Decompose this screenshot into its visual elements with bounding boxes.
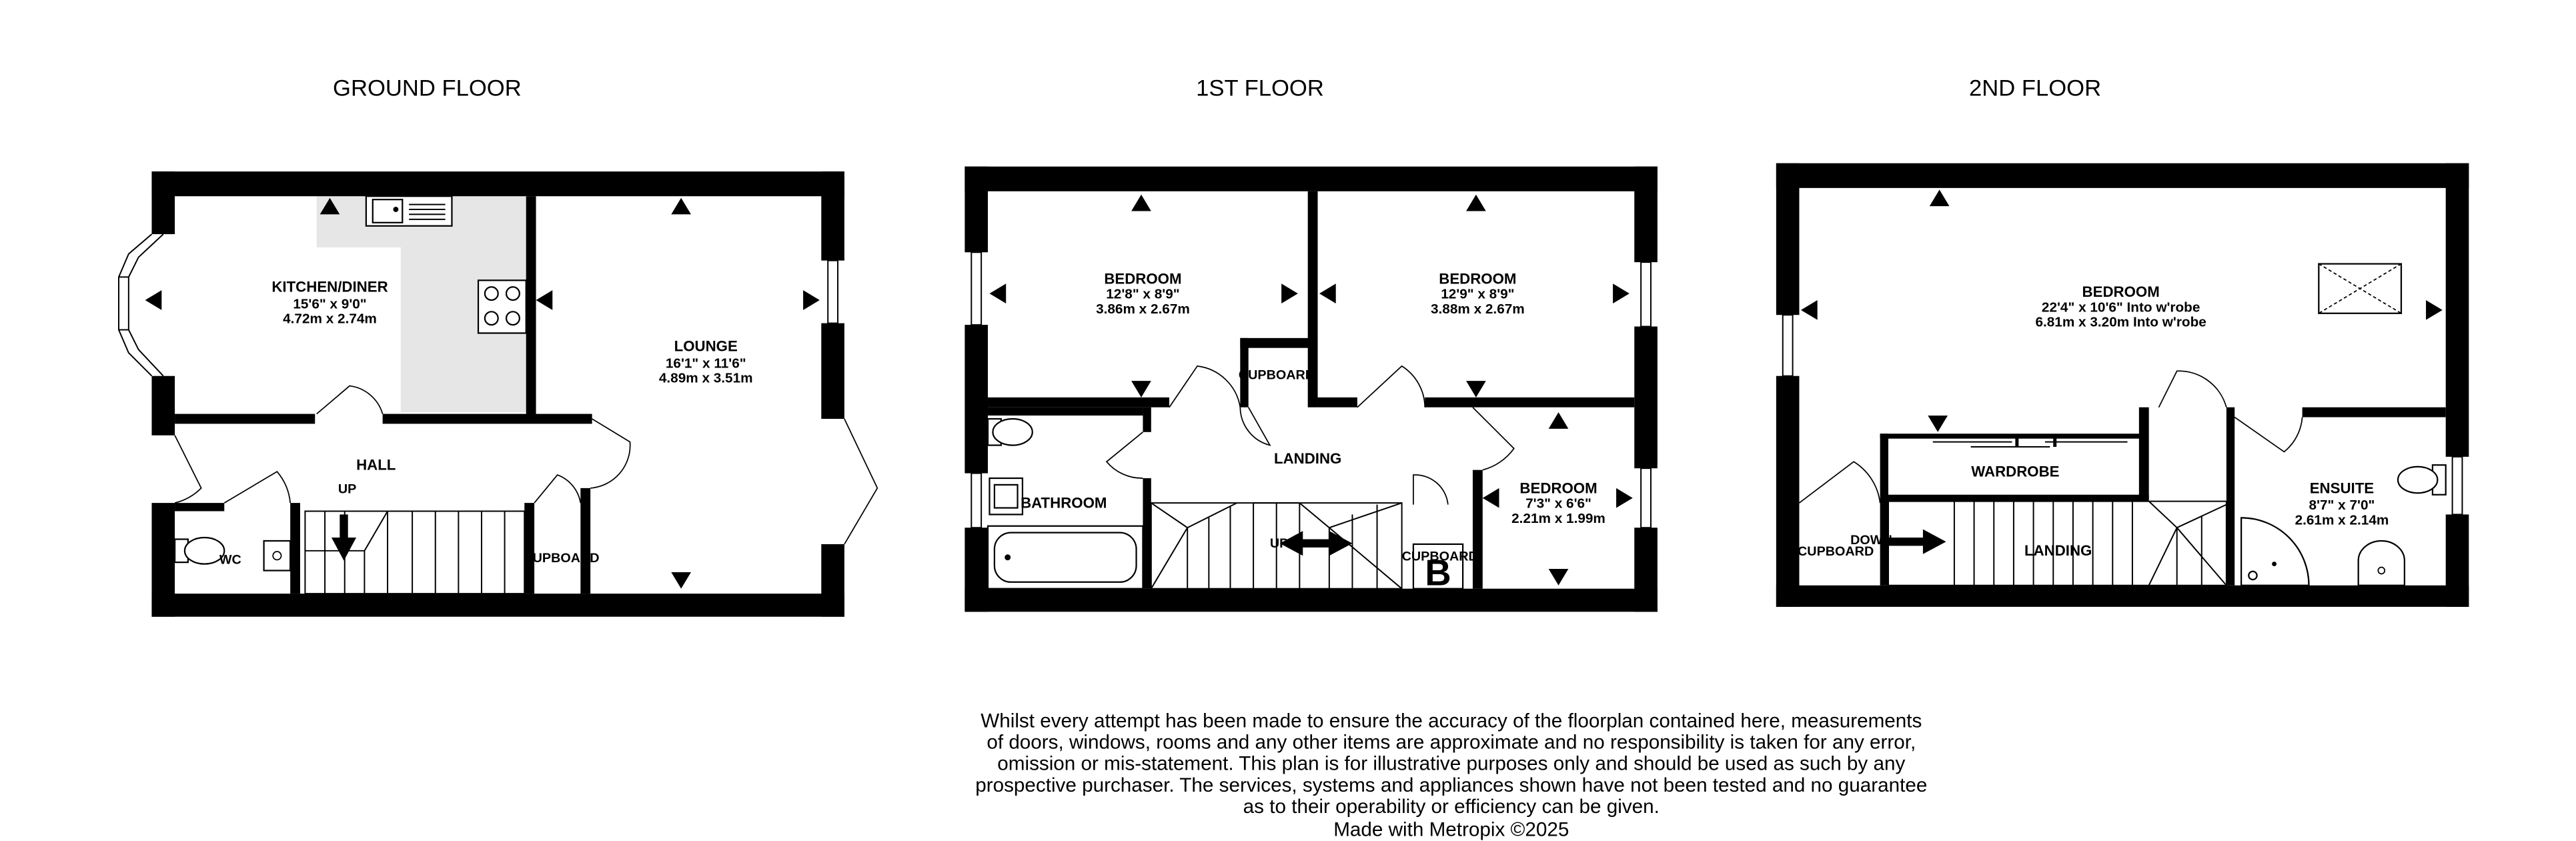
disclaimer-line-1: Whilst every attempt has been made to ensure the accuracy of the floorplan contained here, measurements [981, 710, 1922, 732]
bedroom3-label: BEDROOM [1519, 480, 1597, 497]
disclaimer-line-3: omission or mis-statement. This plan is for illustrative purposes only and should be used as such by any [997, 752, 1906, 775]
bathroom-label: BATHROOM [1021, 494, 1107, 512]
lounge-door [590, 419, 630, 488]
hall-label: HALL [356, 456, 396, 474]
wall-cupboard-left [524, 503, 534, 594]
first-floor-plan [964, 167, 1657, 612]
bedroom1-metric: 3.86m x 2.67m [1096, 301, 1190, 317]
wall-cupboard-top [1240, 338, 1317, 348]
landing-label: LANDING [2024, 542, 2092, 560]
wall-top [151, 171, 844, 196]
lounge-window [828, 261, 838, 323]
wall-left-mid [151, 376, 175, 436]
bedroom-imperial: 22'4" x 10'6" Into w'robe [2041, 299, 2200, 315]
wall-left-upper [1776, 163, 1800, 315]
wall-ensuite-left [2226, 407, 2234, 586]
wall-bed2-bottom-right [1425, 397, 1634, 407]
boiler-cupboard-door [1413, 475, 1448, 505]
kitchen-diner-imperial: 15'6" x 9'0" [293, 296, 367, 312]
ensuite-label: ENSUITE [2309, 480, 2375, 497]
wall-right-mid [821, 323, 844, 419]
wall-left-upper [964, 167, 988, 253]
disclaimer-line-5: as to their operability or efficiency can be given. [1243, 795, 1660, 818]
cupboard-label: CUPBOARD [1798, 544, 1874, 560]
ground-floor-title: GROUND FLOOR [333, 75, 522, 101]
toilet-icon [2398, 467, 2437, 494]
wall-left-lower [964, 528, 988, 612]
ensuite-imperial: 8'7" x 7'0" [2309, 498, 2375, 514]
ensuite-metric: 2.61m x 2.14m [2295, 512, 2389, 528]
hob [478, 280, 526, 333]
bed1-door [1169, 366, 1240, 407]
bed3-door [1473, 407, 1514, 470]
bedroom2-metric: 3.88m x 2.67m [1430, 301, 1525, 317]
wall-hall-lounge [580, 488, 590, 594]
toilet-icon [185, 538, 224, 564]
front-door [175, 436, 201, 503]
upboard-label: UPBOARD [532, 551, 600, 566]
cupboard-label-1: CUPBOARD [1238, 367, 1315, 383]
wall-right-lower [2446, 514, 2469, 606]
wall-bottom [1776, 586, 2469, 607]
kitchen-door [317, 386, 383, 414]
basin-icon [264, 541, 291, 571]
wall-wc-top [175, 503, 224, 511]
bedroom1-imperial: 12'8" x 8'9" [1106, 286, 1180, 302]
lounge-french-doors [844, 419, 877, 544]
kitchen-diner-label: KITCHEN/DINER [271, 278, 388, 295]
first-floor-title: 1ST FLOOR [1196, 75, 1324, 101]
wall-left-lower [151, 503, 175, 617]
wall-wc-right [290, 503, 300, 594]
wall-right-lower [821, 544, 844, 617]
ground-stairs [305, 511, 524, 594]
disclaimer [975, 710, 1927, 840]
wc-door [224, 472, 290, 503]
ensuite-door [2234, 417, 2302, 452]
wall-right-upper [1634, 167, 1658, 262]
wall-kitchen-hall-left [175, 414, 315, 424]
wall-wardrobe-top [1880, 434, 2148, 438]
landing-label: LANDING [1274, 450, 1342, 467]
lounge-imperial: 16'1" x 11'6" [665, 355, 746, 371]
ground-up-label: UP [338, 482, 357, 497]
wall-top [964, 167, 1657, 191]
ground-floor-plan [119, 171, 877, 617]
wall-left-mid [964, 325, 988, 474]
wall-cupboard-right [1880, 434, 1888, 585]
cupboard-label-2: CUPBOARD [1401, 549, 1478, 564]
down-label: DOWN [1850, 532, 1892, 548]
wall-wardrobe-right [2139, 407, 2149, 500]
cupboard-door [1799, 462, 1880, 503]
wall-bed2-bottom-left [1318, 397, 1357, 407]
disclaimer-line-2: of doors, windows, rooms and any other items are approximate and no responsibility is taken for any error, [987, 731, 1916, 754]
second-floor-title: 2ND FLOOR [1969, 75, 2102, 101]
wall-kitchen-hall-right [383, 414, 592, 424]
first-up-label: UP [1269, 536, 1289, 551]
bedroom-door [2159, 371, 2226, 407]
wall-right-upper [821, 171, 844, 261]
credit: Made with Metropix ©2025 [1333, 818, 1569, 841]
wall-bath-right [1143, 478, 1151, 589]
wall-wardrobe-bottom [1888, 495, 2149, 502]
basin-icon [2359, 541, 2405, 586]
bathroom-door [1107, 432, 1143, 478]
disclaimer-line-4: prospective purchaser. The services, systems and appliances shown have not been tested and no guarantee [975, 774, 1928, 796]
lounge-metric: 4.89m x 3.51m [658, 370, 753, 386]
bedroom3-metric: 2.21m x 1.99m [1511, 510, 1605, 526]
bedroom2-label: BEDROOM [1439, 270, 1517, 287]
bed2-door [1357, 366, 1425, 407]
cupboard-door [1240, 407, 1270, 446]
lounge-label: LOUNGE [674, 337, 738, 355]
bedroom2-imperial: 12'9" x 8'9" [1441, 286, 1515, 302]
wall-bed3-left [1473, 470, 1483, 589]
wall-bottom [964, 589, 1657, 612]
wall-left-upper [151, 171, 175, 234]
wc-label: WC [219, 552, 241, 568]
kitchen-diner-metric: 4.72m x 2.74m [283, 311, 377, 327]
bedroom3-imperial: 7'3" x 6'6" [1525, 496, 1591, 512]
wall-right-lower [1634, 528, 1658, 612]
second-floor-plan [1776, 163, 2469, 607]
wall-bottom [151, 594, 844, 617]
bedroom-metric: 6.81m x 3.20m Into w'robe [2035, 314, 2206, 330]
bedroom-label: BEDROOM [2082, 283, 2160, 301]
wardrobe-label: WARDROBE [1971, 463, 2060, 480]
cupboard-door [534, 475, 580, 503]
toilet-icon [993, 419, 1032, 446]
wall-bath-top [988, 407, 1143, 415]
wall-kitchen-lounge [526, 196, 536, 419]
boiler-label: B [1425, 552, 1451, 594]
wall-bath-right-top [1143, 407, 1151, 432]
bedroom1-label: BEDROOM [1104, 270, 1182, 287]
wall-right-upper [2446, 163, 2469, 457]
wall-bed1-bottom-left [988, 397, 1169, 407]
wall-ensuite-top [2303, 407, 2446, 417]
wall-right-mid [1634, 327, 1658, 469]
wall-top [1776, 163, 2469, 188]
wall-left-lower [1776, 376, 1800, 607]
